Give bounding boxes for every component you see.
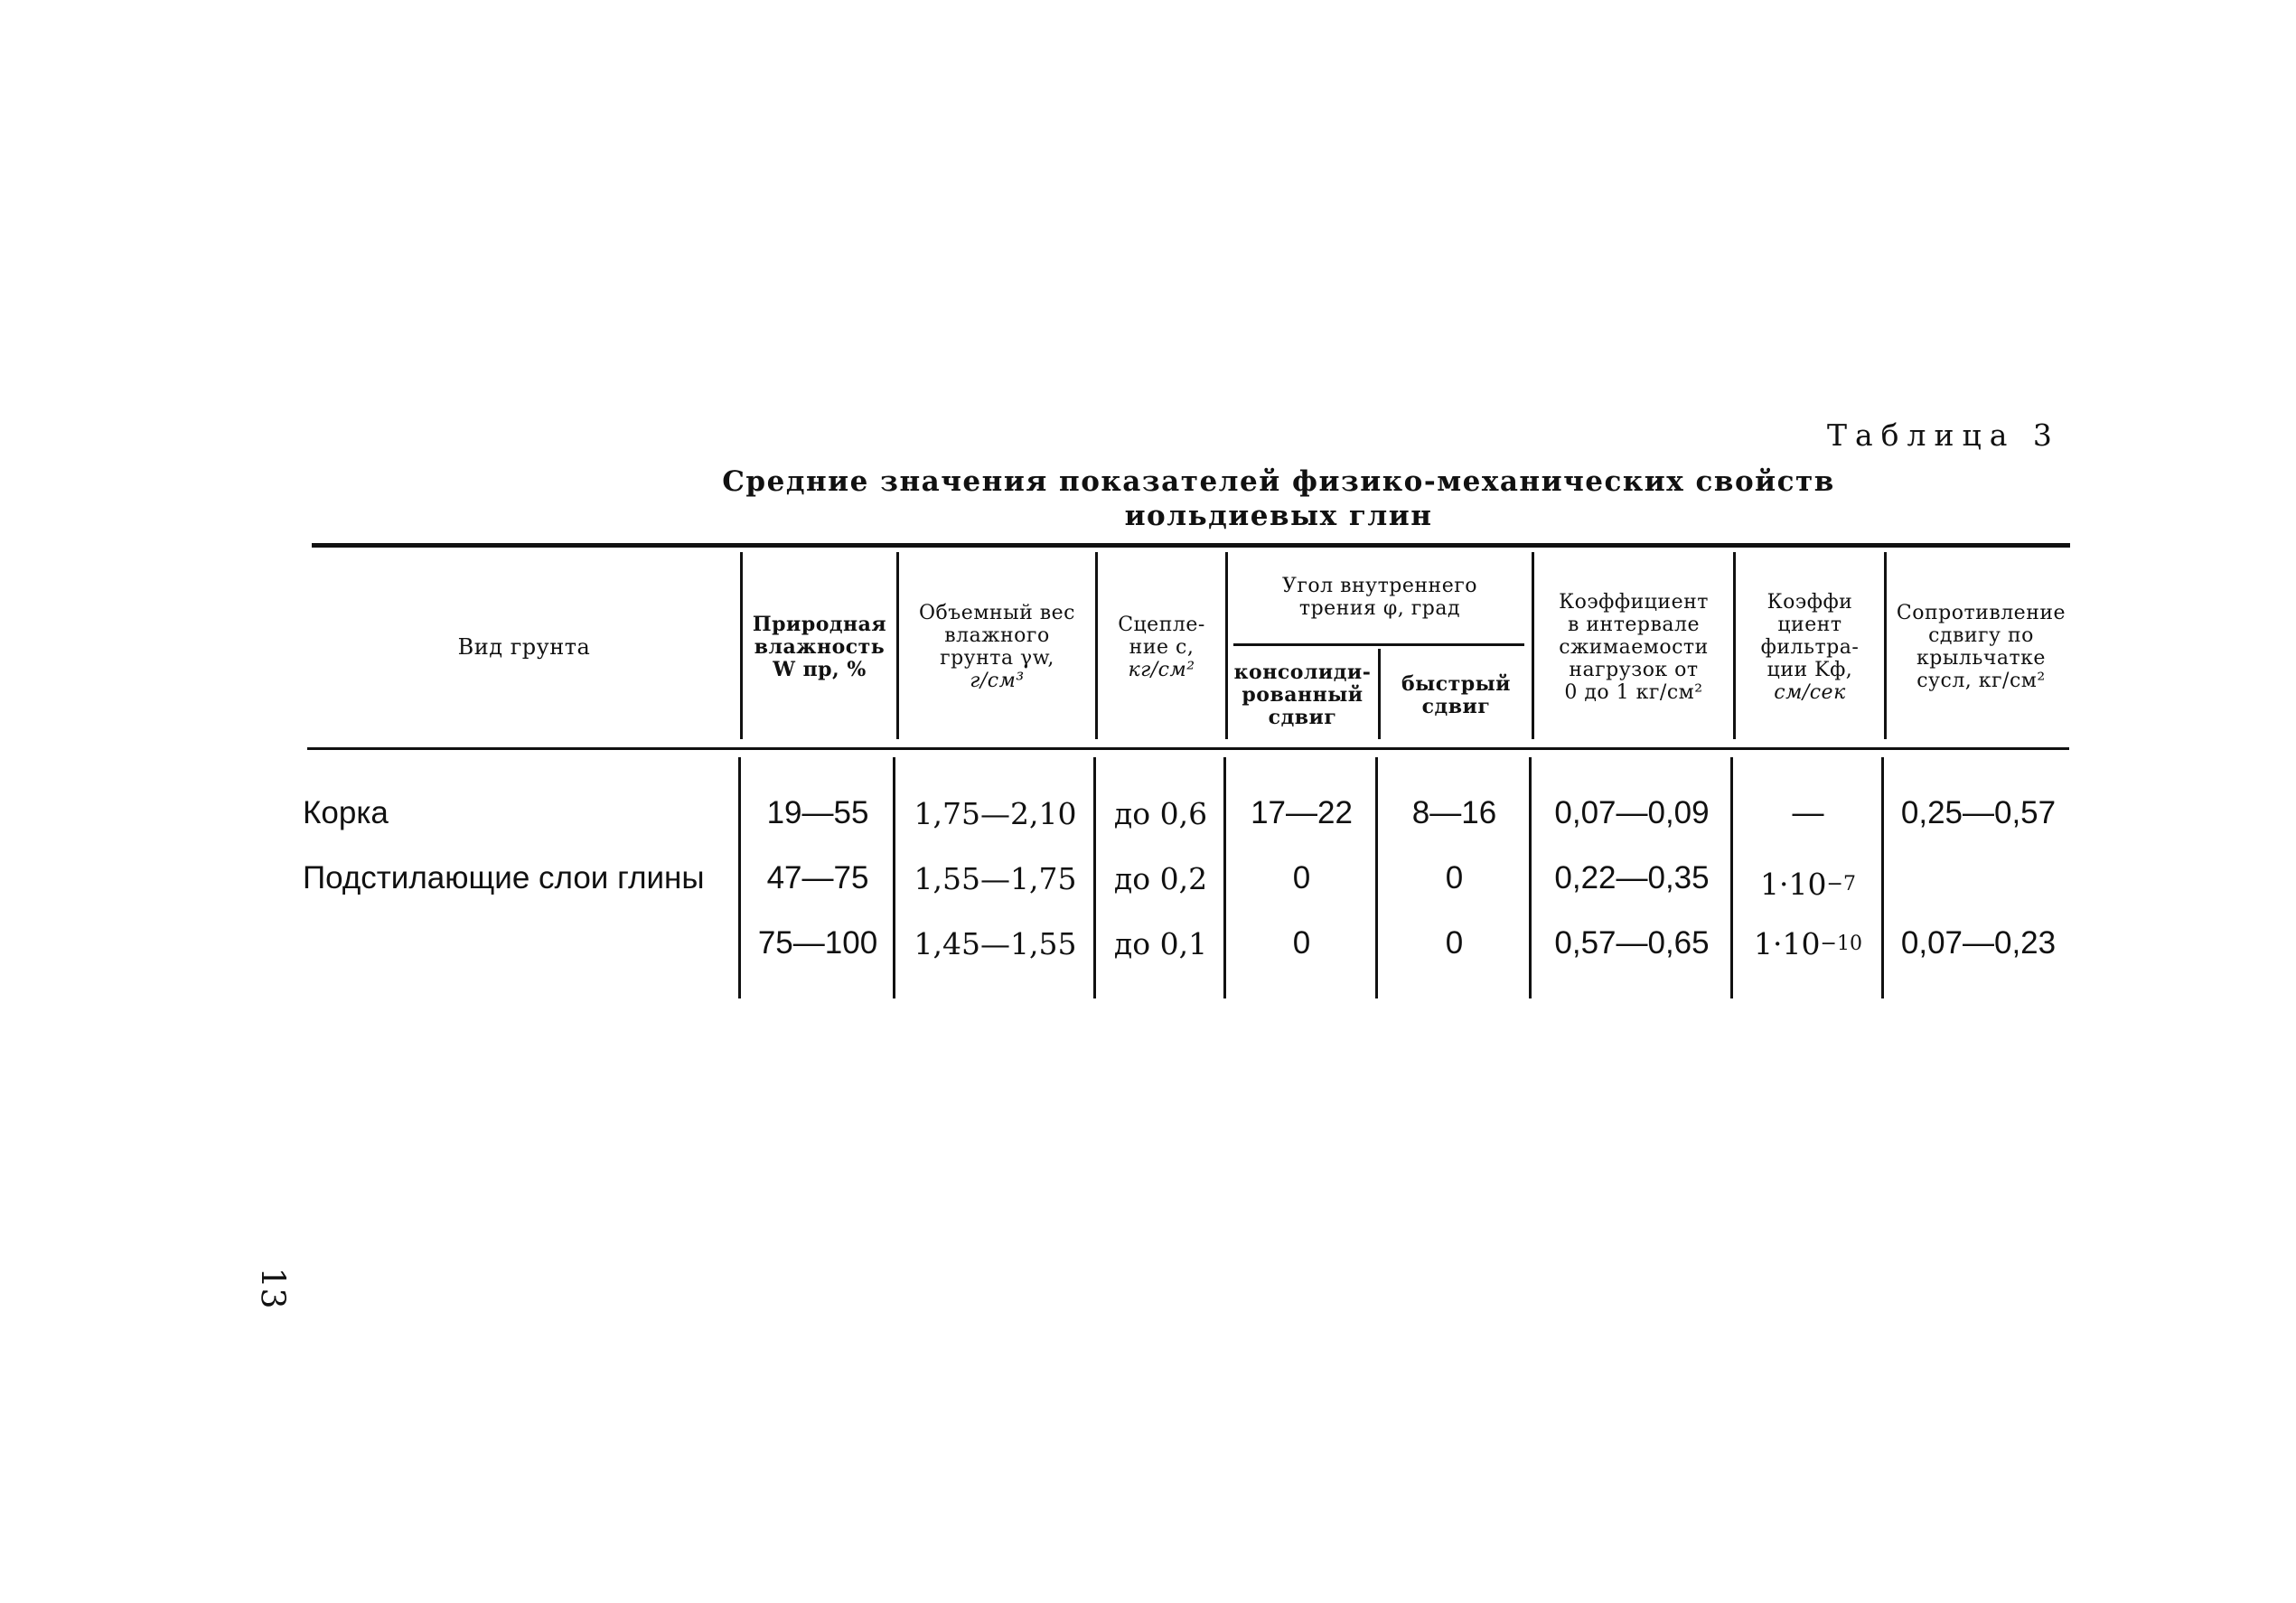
header-friction-fast: быстрый сдвиг: [1401, 671, 1511, 718]
header-filtration: Коэффи циент фильтра- ции Kф, см/сек: [1760, 590, 1860, 704]
table-cell: до 0,6: [1113, 795, 1208, 831]
table-cell: 19—55: [766, 795, 869, 830]
table-label: Таблица 3: [1827, 417, 2060, 453]
col-divider: [1532, 552, 1534, 739]
col-divider: [738, 757, 741, 998]
table-cell: 1·10 −10: [1754, 925, 1862, 961]
col-divider: [1093, 757, 1096, 998]
col-divider: [1884, 552, 1887, 739]
table-cell: 0: [1445, 925, 1464, 961]
header-compressibility: Коэффициент в интервале сжимаемости нагрузок от 0 до 1 кг/см²: [1559, 590, 1709, 704]
table-top-rule: [312, 543, 2070, 548]
header-density: Объемный вес влажного грунта γw, г/см³: [919, 602, 1075, 692]
header-moisture: Природная влажность W пр, %: [752, 612, 887, 681]
col-divider: [1730, 757, 1733, 998]
table-cell: 1,75—2,10: [914, 795, 1077, 831]
col-divider: [893, 757, 895, 998]
table-cell: 47—75: [766, 860, 869, 895]
table-cell: до 0,2: [1113, 860, 1208, 896]
table-cell: 0: [1292, 860, 1311, 895]
row-label: Подстилающие слои глины: [303, 860, 705, 895]
page-number: 13: [253, 1267, 291, 1309]
col-divider: [1881, 757, 1884, 998]
col-divider: [1733, 552, 1736, 739]
table-cell: [1886, 853, 2071, 904]
header-friction-consolidated: консолиди- рованный сдвиг: [1233, 661, 1372, 729]
table-cell: 8—16: [1411, 795, 1497, 830]
col-divider: [896, 552, 899, 739]
table-cell: —: [1792, 795, 1824, 830]
table-cell: 0,07—0,09: [1554, 795, 1710, 830]
header-soil-type: Вид грунта: [457, 633, 591, 660]
table-cell: 17—22: [1251, 795, 1353, 830]
table-cell: 0,57—0,65: [1554, 925, 1710, 961]
friction-subheader-rule: [1233, 643, 1524, 646]
table-title-line1: Средние значения показателей физико-механических свойств: [722, 465, 1835, 498]
col-divider: [1375, 757, 1378, 998]
table-cell: 0,25—0,57: [1900, 795, 2057, 830]
header-friction-group: Угол внутреннего трения φ, град: [1281, 575, 1478, 620]
row-label: Корка: [303, 795, 389, 830]
header-bottom-rule: [307, 747, 2069, 750]
col-divider: [1225, 552, 1228, 739]
table-title-line2: иольдиевых глин: [1124, 500, 1433, 532]
col-divider: [1378, 649, 1381, 739]
col-divider: [1095, 552, 1098, 739]
col-divider: [740, 552, 743, 739]
header-shear-resistance: Сопротивление сдвигу по крыльчатке cусл, кг/см²: [1896, 602, 2066, 692]
table-cell: 0,07—0,23: [1900, 925, 2057, 961]
table-cell: 1,45—1,55: [914, 925, 1077, 961]
col-divider: [1529, 757, 1532, 998]
table-cell: до 0,1: [1113, 925, 1208, 961]
table-cell: 0: [1292, 925, 1311, 961]
table-cell: 1,55—1,75: [914, 860, 1077, 896]
header-cohesion: Сцепле- ние с, кг/см²: [1118, 613, 1205, 681]
table-cell: 1·10 −7: [1760, 866, 1856, 902]
table-cell: 0: [1445, 860, 1464, 895]
col-divider: [1223, 757, 1226, 998]
table-cell: 75—100: [757, 925, 878, 961]
table-cell: 0,22—0,35: [1554, 860, 1710, 895]
